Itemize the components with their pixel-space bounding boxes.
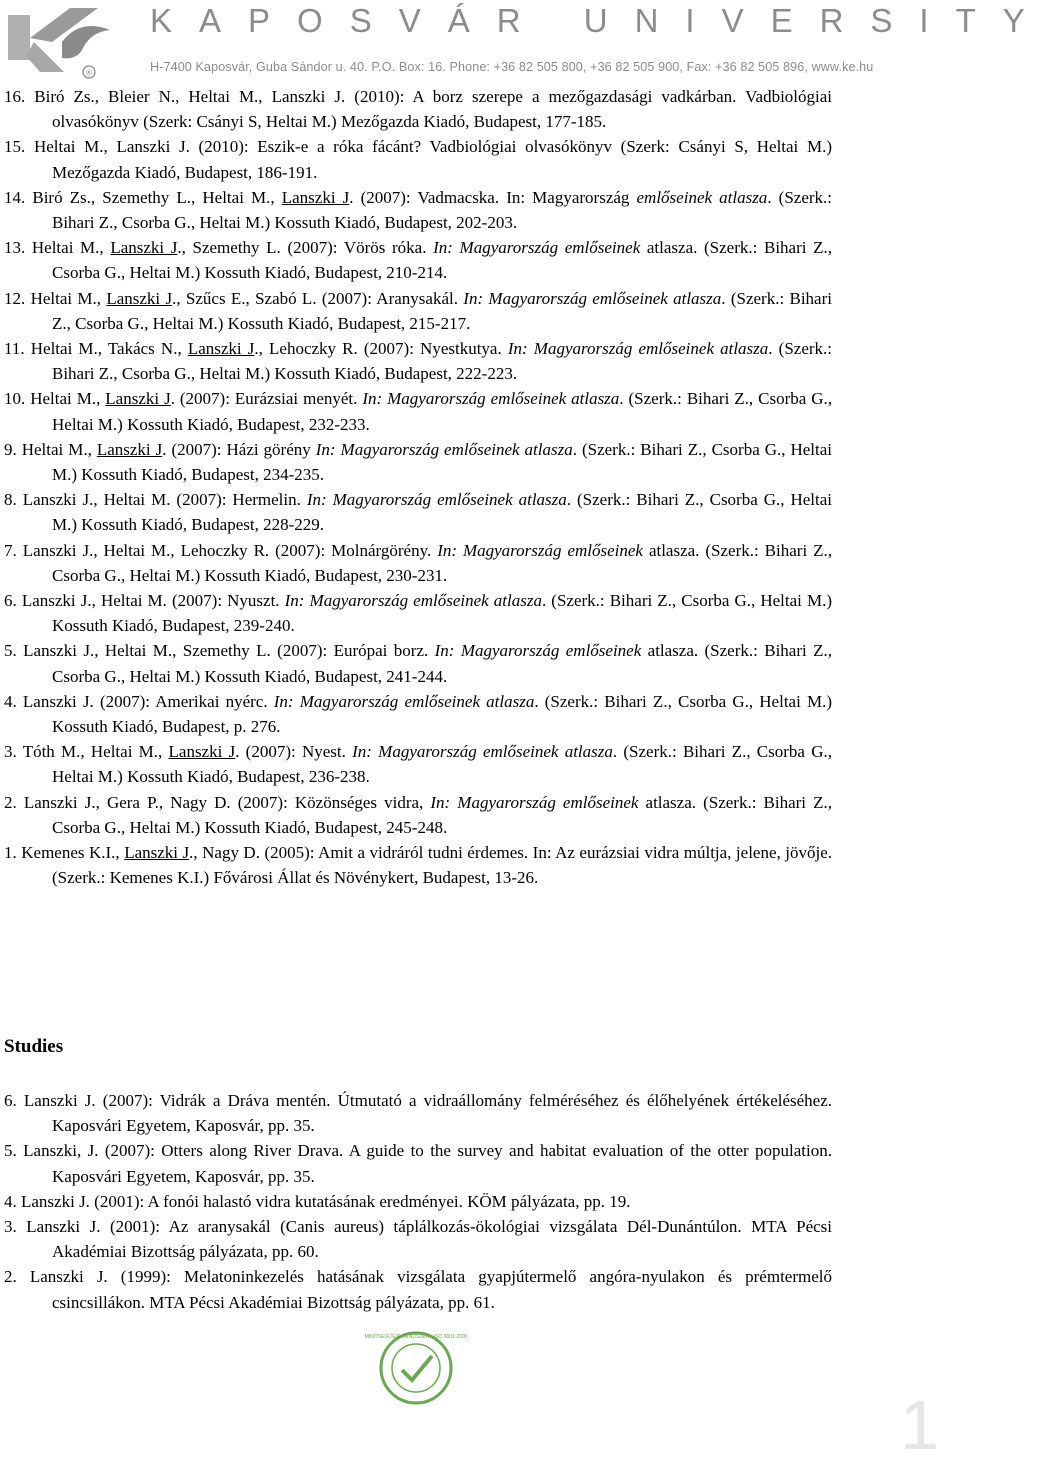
author-highlight: Lanszki J [168, 742, 236, 762]
item-text: ., Lehoczky R. (2007): Nyestkutya. [254, 339, 508, 359]
item-text: Heltai M., [30, 288, 107, 308]
item-number: 13. [4, 238, 32, 258]
item-text: atlasza. (Szerk.: Bihari Z., Csorba G., Heltai M.) Kossuth Kiadó, Budapest, 245-248. [52, 792, 832, 837]
item-number: 4. [4, 691, 23, 711]
university-name: KAPOSVÁR UNIVERSITY [150, 2, 1052, 39]
author-highlight: Lanszki J [105, 389, 171, 409]
italic-title: In: Magyarország emlőseinek atlasza [362, 389, 620, 409]
reference-item [4, 689, 832, 739]
item-text: . (Szerk.: Bihari Z., Csorba G., Heltai M.) Kossuth Kiadó, Budapest, 228-229. [52, 490, 833, 535]
item-number: 10. [4, 389, 31, 409]
reference-item [4, 538, 832, 588]
item-text: atlasza. (Szerk.: Bihari Z., Csorba G., Heltai M.) Kossuth Kiadó, Budapest, 210-214. [52, 238, 832, 283]
italic-title: In: Magyarország emlőseinek atlasza [315, 439, 573, 459]
reference-item [4, 134, 832, 184]
item-number: 3. [4, 742, 23, 762]
item-text: Heltai M., Lanszki J. (2010): Eszik-e a róka fácánt? Vadbiológiai olvasókönyv (Szerk: Csányi S, Heltai M.) Mezőgazda Kiadó, Budapest, 186-191. [33, 137, 833, 182]
item-number: 6. [4, 591, 22, 611]
item-text: . (Szerk.: Bihari Z., Csorba G., Heltai M.) Kossuth Kiadó, Budapest, 202-203. [52, 187, 832, 233]
italic-title: In: Magyarország emlőseinek atlasza [352, 742, 613, 762]
reference-item [4, 386, 832, 436]
page-header [0, 0, 1052, 82]
study-item [4, 1138, 832, 1188]
item-number: 6. [4, 1091, 24, 1110]
author-highlight: Lanszki J [96, 439, 163, 459]
item-text: . (Szerk.: Bihari Z., Csorba G., Heltai M.) Kossuth Kiadó, Budapest, 215-217. [52, 288, 832, 333]
italic-title: emlőseinek atlasza [636, 187, 768, 207]
item-number: 14. [4, 187, 33, 207]
reference-item [4, 487, 832, 537]
item-text: Lanszki J., Heltai M., Szemethy L. (2007): Európai borz. [23, 641, 435, 661]
reference-item [4, 336, 832, 386]
author-highlight: Lanszki J [281, 187, 350, 207]
italic-title: In: Magyarország emlőseinek atlasza [284, 591, 542, 611]
studies-heading: Studies [4, 1036, 64, 1057]
item-text: . (Szerk.: Bihari Z., Csorba G., Heltai M.) Kossuth Kiadó, Budapest, p. 276. [52, 691, 833, 737]
italic-title: In: Magyarország emlőseinek [430, 792, 639, 812]
reference-item [4, 840, 832, 890]
italic-title: In: Magyarország emlőseinek atlasza [306, 490, 567, 510]
item-text: ., Szűcs E., Szabó L. (2007): Aranysakál. [172, 288, 464, 308]
item-number: 9. [4, 439, 22, 459]
item-number: 7. [4, 540, 23, 560]
item-text: Tóth M., Heltai M., [22, 742, 169, 762]
item-number: 12. [4, 288, 31, 308]
author-highlight: Lanszki J [106, 288, 173, 308]
reference-item [4, 286, 832, 336]
reference-item [4, 437, 832, 487]
reference-item [4, 84, 832, 134]
item-text: Heltai M., [21, 439, 97, 459]
study-item [4, 1189, 832, 1214]
seal-text: MINŐSÉGÜGYI RENDSZER · ISO 9001:2000 [364, 1334, 468, 1340]
italic-title: In: Magyarország emlőseinek atlasza [463, 288, 722, 308]
item-text: Heltai M., [30, 389, 106, 409]
item-text: . (2007): Vadmacska. In: Magyarország [349, 187, 637, 207]
item-text: . (2007): Eurázsiai menyét. [170, 389, 363, 409]
item-text: Heltai M., [31, 238, 111, 258]
item-text: Lanszki J., Heltai M. (2007): Nyuszt. [21, 591, 285, 611]
item-text: Lanszki J. (2007): Amerikai nyérc. [22, 691, 274, 711]
item-text: atlasza. (Szerk.: Bihari Z., Csorba G., Heltai M.) Kossuth Kiadó, Budapest, 230-231. [52, 540, 833, 585]
item-number: 1. [4, 843, 22, 863]
item-text: Kemenes K.I., [21, 843, 125, 863]
item-text: . (Szerk.: Bihari Z., Csorba G., Heltai M.) Kossuth Kiadó, Budapest, 232-233. [52, 389, 833, 434]
item-text: . (2007): Házi görény [162, 439, 316, 459]
university-logo-icon [0, 0, 140, 82]
author-highlight: Lanszki J [187, 339, 255, 359]
author-highlight: Lanszki J [110, 238, 178, 258]
study-item [4, 1214, 832, 1264]
item-number: 2. [4, 1267, 30, 1287]
italic-title: In: Magyarország emlőseinek atlasza [507, 339, 769, 359]
reference-item [4, 235, 832, 285]
item-number: 5. [4, 1141, 24, 1161]
item-text: Lanszki J., Heltai M., Lehoczky R. (2007): Molnárgörény. [22, 540, 438, 560]
item-number: 16. [4, 87, 35, 106]
italic-title: In: Magyarország emlőseinek atlasza [273, 691, 535, 711]
item-number: 8. [4, 490, 23, 510]
item-number: 5. [4, 641, 24, 661]
item-text: ., Szemethy L. (2007): Vörös róka. [177, 238, 434, 258]
publication-list [4, 84, 832, 891]
item-text: ., Nagy D. (2005): Amit a vidráról tudni érdemes. In: Az eurázsiai vidra múltja, jelene, jövője. (Szerk.: Kemenes K.I.) Fővárosi Állat és Növénykert, Budapest, 13-26. [52, 843, 832, 888]
study-item [4, 1088, 832, 1138]
item-text: Lanszki, J. (2007): Otters along River Drava. A guide to the survey and habitat evaluation of the otter population. Kaposvári Egyetem, Kaposvár, pp. 35. [23, 1141, 833, 1186]
item-text: Lanszki J., Gera P., Nagy D. (2007): Közönséges vidra, [23, 792, 431, 812]
item-text: Lanszki J., Heltai M. (2007): Hermelin. [22, 490, 307, 510]
item-text: Lanszki J. (2001): Az aranysakál (Canis aureus) táplálkozás-ökológiai vizsgálata Dél-Dunántúlon. MTA Pécsi Akadémiai Bizottság pályázata, pp. 60. [26, 1217, 832, 1262]
item-text: Biró Zs., Bleier N., Heltai M., Lanszki J. (2010): A borz szerepe a mezőgazdasági vadkárban. Vadbiológiai olvasókönyv (Szerk: Csányi S, Heltai M.) Mezőgazda Kiadó, Budapest, 177-185. [34, 87, 833, 132]
item-number: 2. [4, 792, 24, 812]
reference-item [4, 739, 832, 789]
item-text: Heltai M., Takács N., [30, 339, 188, 359]
italic-title: In: Magyarország emlőseinek [437, 540, 643, 560]
quality-seal-icon [364, 1330, 468, 1406]
item-number: 15. [4, 137, 34, 157]
item-text: Lanszki J. (2001): A fonói halastó vidra kutatásának eredményei. KÖM pályázata, pp. 19. [21, 1191, 631, 1211]
item-text: . (2007): Nyest. [235, 742, 353, 762]
study-item [4, 1264, 832, 1314]
page-number: 1 [900, 1386, 939, 1464]
reference-item [4, 185, 832, 235]
reference-item [4, 638, 832, 688]
item-number: 4. [4, 1191, 21, 1211]
registered-mark: ® [86, 68, 92, 78]
italic-title: In: Magyarország emlőseinek [433, 238, 641, 258]
italic-title: In: Magyarország emlőseinek [434, 641, 642, 661]
studies-list [4, 1088, 832, 1315]
item-text: . (Szerk.: Bihari Z., Csorba G., Heltai M.) Kossuth Kiadó, Budapest, 222-223. [52, 339, 833, 384]
reference-item [4, 790, 832, 840]
university-address: H-7400 Kaposvár, Guba Sándor u. 40. P.O. Box: 16. Phone: +36 82 505 800, +36 82 505 900, Fax: +36 82 505 896, www.ke.hu [150, 60, 874, 74]
item-text: . (Szerk.: Bihari Z., Csorba G., Heltai M.) Kossuth Kiadó, Budapest, 236-238. [52, 742, 832, 787]
item-text: . (Szerk.: Bihari Z., Csorba G., Heltai M.) Kossuth Kiadó, Budapest, 234-235. [52, 439, 833, 485]
item-number: 3. [4, 1217, 27, 1237]
reference-item [4, 588, 832, 638]
item-text: Biró Zs., Szemethy L., Heltai M., [32, 187, 282, 207]
item-text: Lanszki J. (1999): Melatoninkezelés hatásának vizsgálata gyapjútermelő angóra-nyulakon és prémtermelő csincsillákon. MTA Pécsi Akadémiai Bizottság pályázata, pp. 61. [29, 1267, 832, 1312]
item-text: atlasza. (Szerk.: Bihari Z., Csorba G., Heltai M.) Kossuth Kiadó, Budapest, 241-244. [52, 641, 832, 686]
item-text: . (Szerk.: Bihari Z., Csorba G., Heltai M.) Kossuth Kiadó, Budapest, 239-240. [52, 591, 833, 636]
item-number: 11. [4, 339, 31, 359]
item-text: Lanszki J. (2007): Vidrák a Dráva mentén. Útmutató a vidraállomány felméréséhez és élőhelyének értékeléséhez. Kaposvári Egyetem, Kaposvár, pp. 35. [23, 1091, 833, 1136]
author-highlight: Lanszki J [124, 843, 190, 863]
